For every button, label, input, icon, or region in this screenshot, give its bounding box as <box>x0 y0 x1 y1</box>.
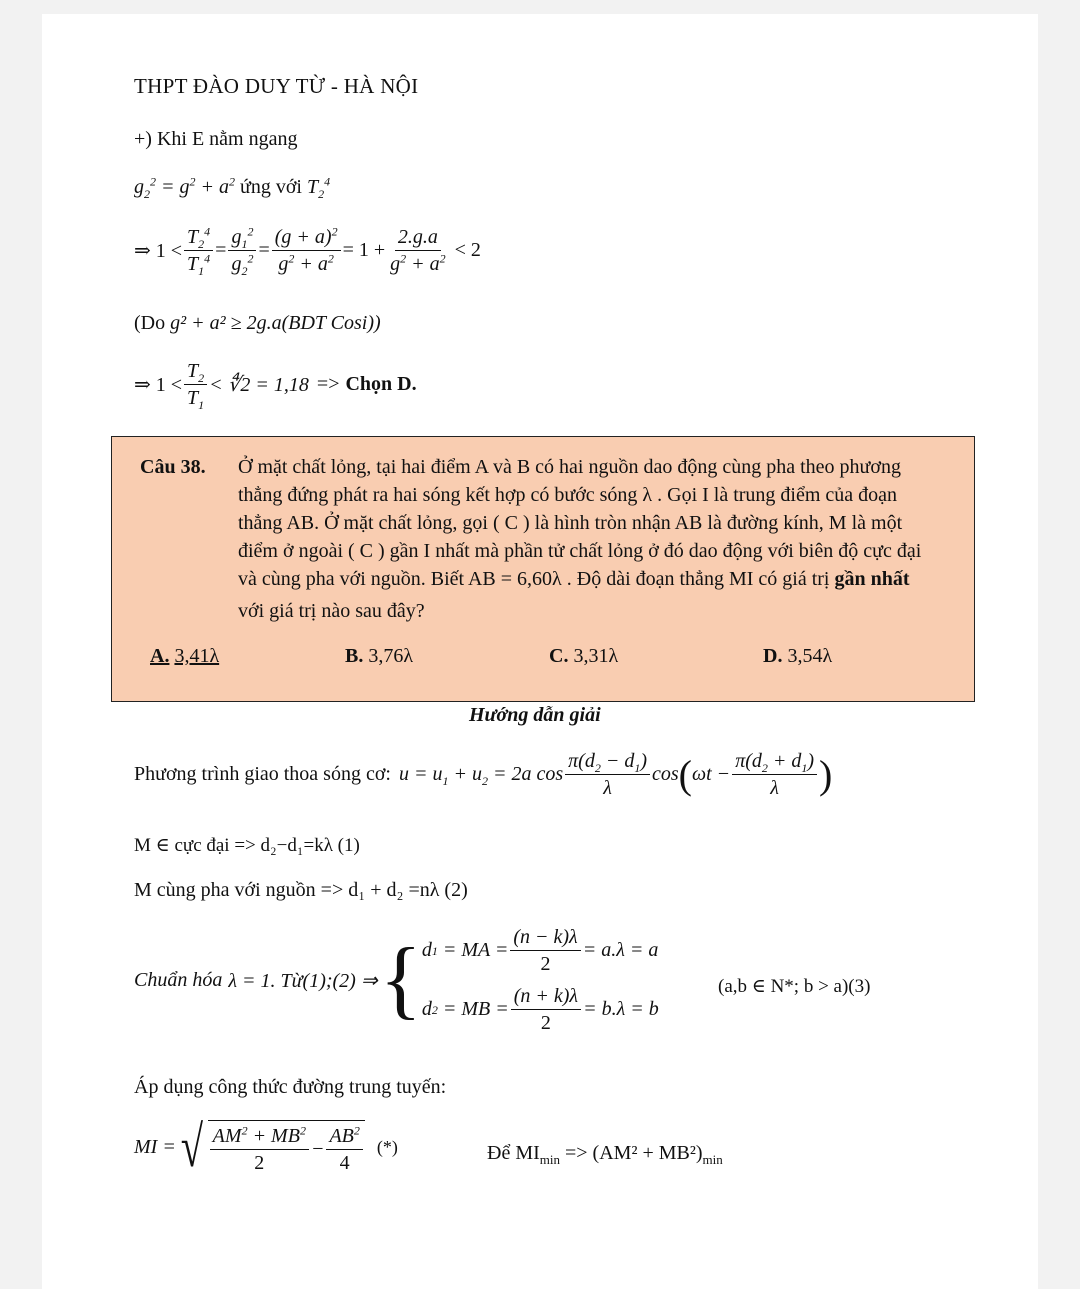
mi-min-sub: min <box>539 1152 560 1167</box>
option-c[interactable] <box>549 645 618 668</box>
option-b-key: B. <box>345 645 364 667</box>
normalize-math: λ = 1. Từ(1);(2) ⇒ <box>228 969 378 992</box>
option-a-key: A. <box>150 645 170 667</box>
mi-min-rhs-sub: min <box>702 1152 723 1167</box>
equation-g2-text: ứng với <box>240 176 302 198</box>
max-condition: M ∈ cực đại => d₂−d₁=kλ (1) <box>134 835 360 856</box>
wave-equation: Phương trình giao thoa sóng cơ: $u = u_1 + u_2 = 2a$ cos $\frac{\pi(d_2 - d_1)}{\lambda}$ cos ( ωt − $\frac{\pi(d_2 + d_1)}{\lambda}$ ) <box>134 750 833 799</box>
solution-title: Hướng dẫn giải <box>469 704 601 726</box>
ab-condition: (a,b ∈ N*; b > a)(3) <box>718 976 871 997</box>
final-start: ⇒ 1 < <box>134 374 183 396</box>
normalize-label: Chuẩn hóa <box>134 968 223 991</box>
question-line-1: Ở mặt chất lỏng, tại hai điểm A và B có hai nguồn dao động cùng pha theo phương <box>238 456 901 478</box>
phase-condition: M cùng pha với nguồn => d₁ + d₂ =nλ (2) <box>134 879 468 901</box>
final-mid: < ∜2 = 1,18 <box>209 374 309 396</box>
question-line-5-text: và cùng pha với nguồn. Biết AB = 6,60λ . Độ dài đoạn thẳng MI có giá trị <box>238 568 830 590</box>
ratio-inequality: ⇒ 1 < $\frac{T_2^4}{T_1^4}$ = $\frac{g_1^2}{g_2^2}$ = $\frac{(g + a)^2}{g^2 + a^2}$ = 1 + $\frac{2.g.a}{g^2 + a^2}$ < 2 <box>134 224 481 278</box>
option-d[interactable] <box>763 645 832 668</box>
question-line-3: thẳng AB. Ở mặt chất lỏng, gọi ( C ) là hình tròn nhận AB là đường kính, M là một <box>238 512 903 534</box>
school-header: THPT ĐÀO DUY TỪ - HÀ NỘI <box>134 74 419 98</box>
system-brace: { <box>379 931 422 1028</box>
equation-g2: $g_2^2 = g^2 + a^2$ ứng với $T_2^4$ <box>134 174 331 201</box>
mi-min-text: Để MI <box>487 1142 540 1164</box>
formula-star: (*) <box>376 1136 398 1157</box>
question-line-6: với giá trị nào sau đây? <box>238 600 425 622</box>
case-label: +) Khi E nằm ngang <box>134 128 298 150</box>
normalization: Chuẩn hóa λ = 1. Từ(1);(2) ⇒ { d 1 = MA = $\frac{(n - k)\lambda}{2}$ = a.λ = a d 2 = MB = $\frac{(n + k)\lambda}{2}$ = b.λ = b <box>134 926 659 1034</box>
mi-min-rhs: => (AM² + MB²) <box>565 1142 703 1164</box>
option-a-value: 3,41λ <box>174 645 220 667</box>
option-d-value: 3,54λ <box>787 645 833 667</box>
question-line-4: điểm ở ngoài ( C ) gần I nhất mà phần tử chất lỏng ở đó dao động với biên độ cực đại <box>238 540 922 562</box>
option-a[interactable] <box>150 645 219 668</box>
mi-min <box>487 1142 723 1165</box>
final-inequality: ⇒ 1 < $\frac{T_2}{T_1}$ < ∜2 = 1,18 => Chọn D. <box>134 360 417 412</box>
median-label: Áp dụng công thức đường trung tuyến: <box>134 1076 447 1098</box>
cauchy-math: g² + a² ≥ 2g.a(BDT Cosi)) <box>170 312 381 334</box>
option-b[interactable] <box>345 645 413 668</box>
cauchy-prefix: (Do <box>134 312 166 334</box>
mi-formula: MI = √ $\frac{AM^2 + MB^2}{2}$ − $\frac{AB^2}{4}$ (*) <box>134 1114 398 1179</box>
option-b-value: 3,76λ <box>368 645 414 667</box>
option-d-key: D. <box>763 645 783 667</box>
question-line-2: thẳng đứng phát ra hai sóng kết hợp có bước sóng λ . Gọi I là trung điểm của đoạn <box>238 484 898 506</box>
question-line-5 <box>238 568 910 591</box>
final-choice: Chọn D. <box>345 373 417 395</box>
question-bold-tail: gần nhất <box>834 568 910 590</box>
ineq-end: < 2 <box>454 239 481 261</box>
option-c-key: C. <box>549 645 569 667</box>
ineq-start: ⇒ 1 < <box>134 240 183 262</box>
final-arrow: => <box>316 373 340 395</box>
option-c-value: 3,31λ <box>573 645 619 667</box>
ineq-plus-one: = 1 + <box>342 239 386 261</box>
question-label: Câu 38. <box>140 456 206 478</box>
wave-eq-label: Phương trình giao thoa sóng cơ: <box>134 763 391 785</box>
cauchy-note <box>134 312 381 335</box>
